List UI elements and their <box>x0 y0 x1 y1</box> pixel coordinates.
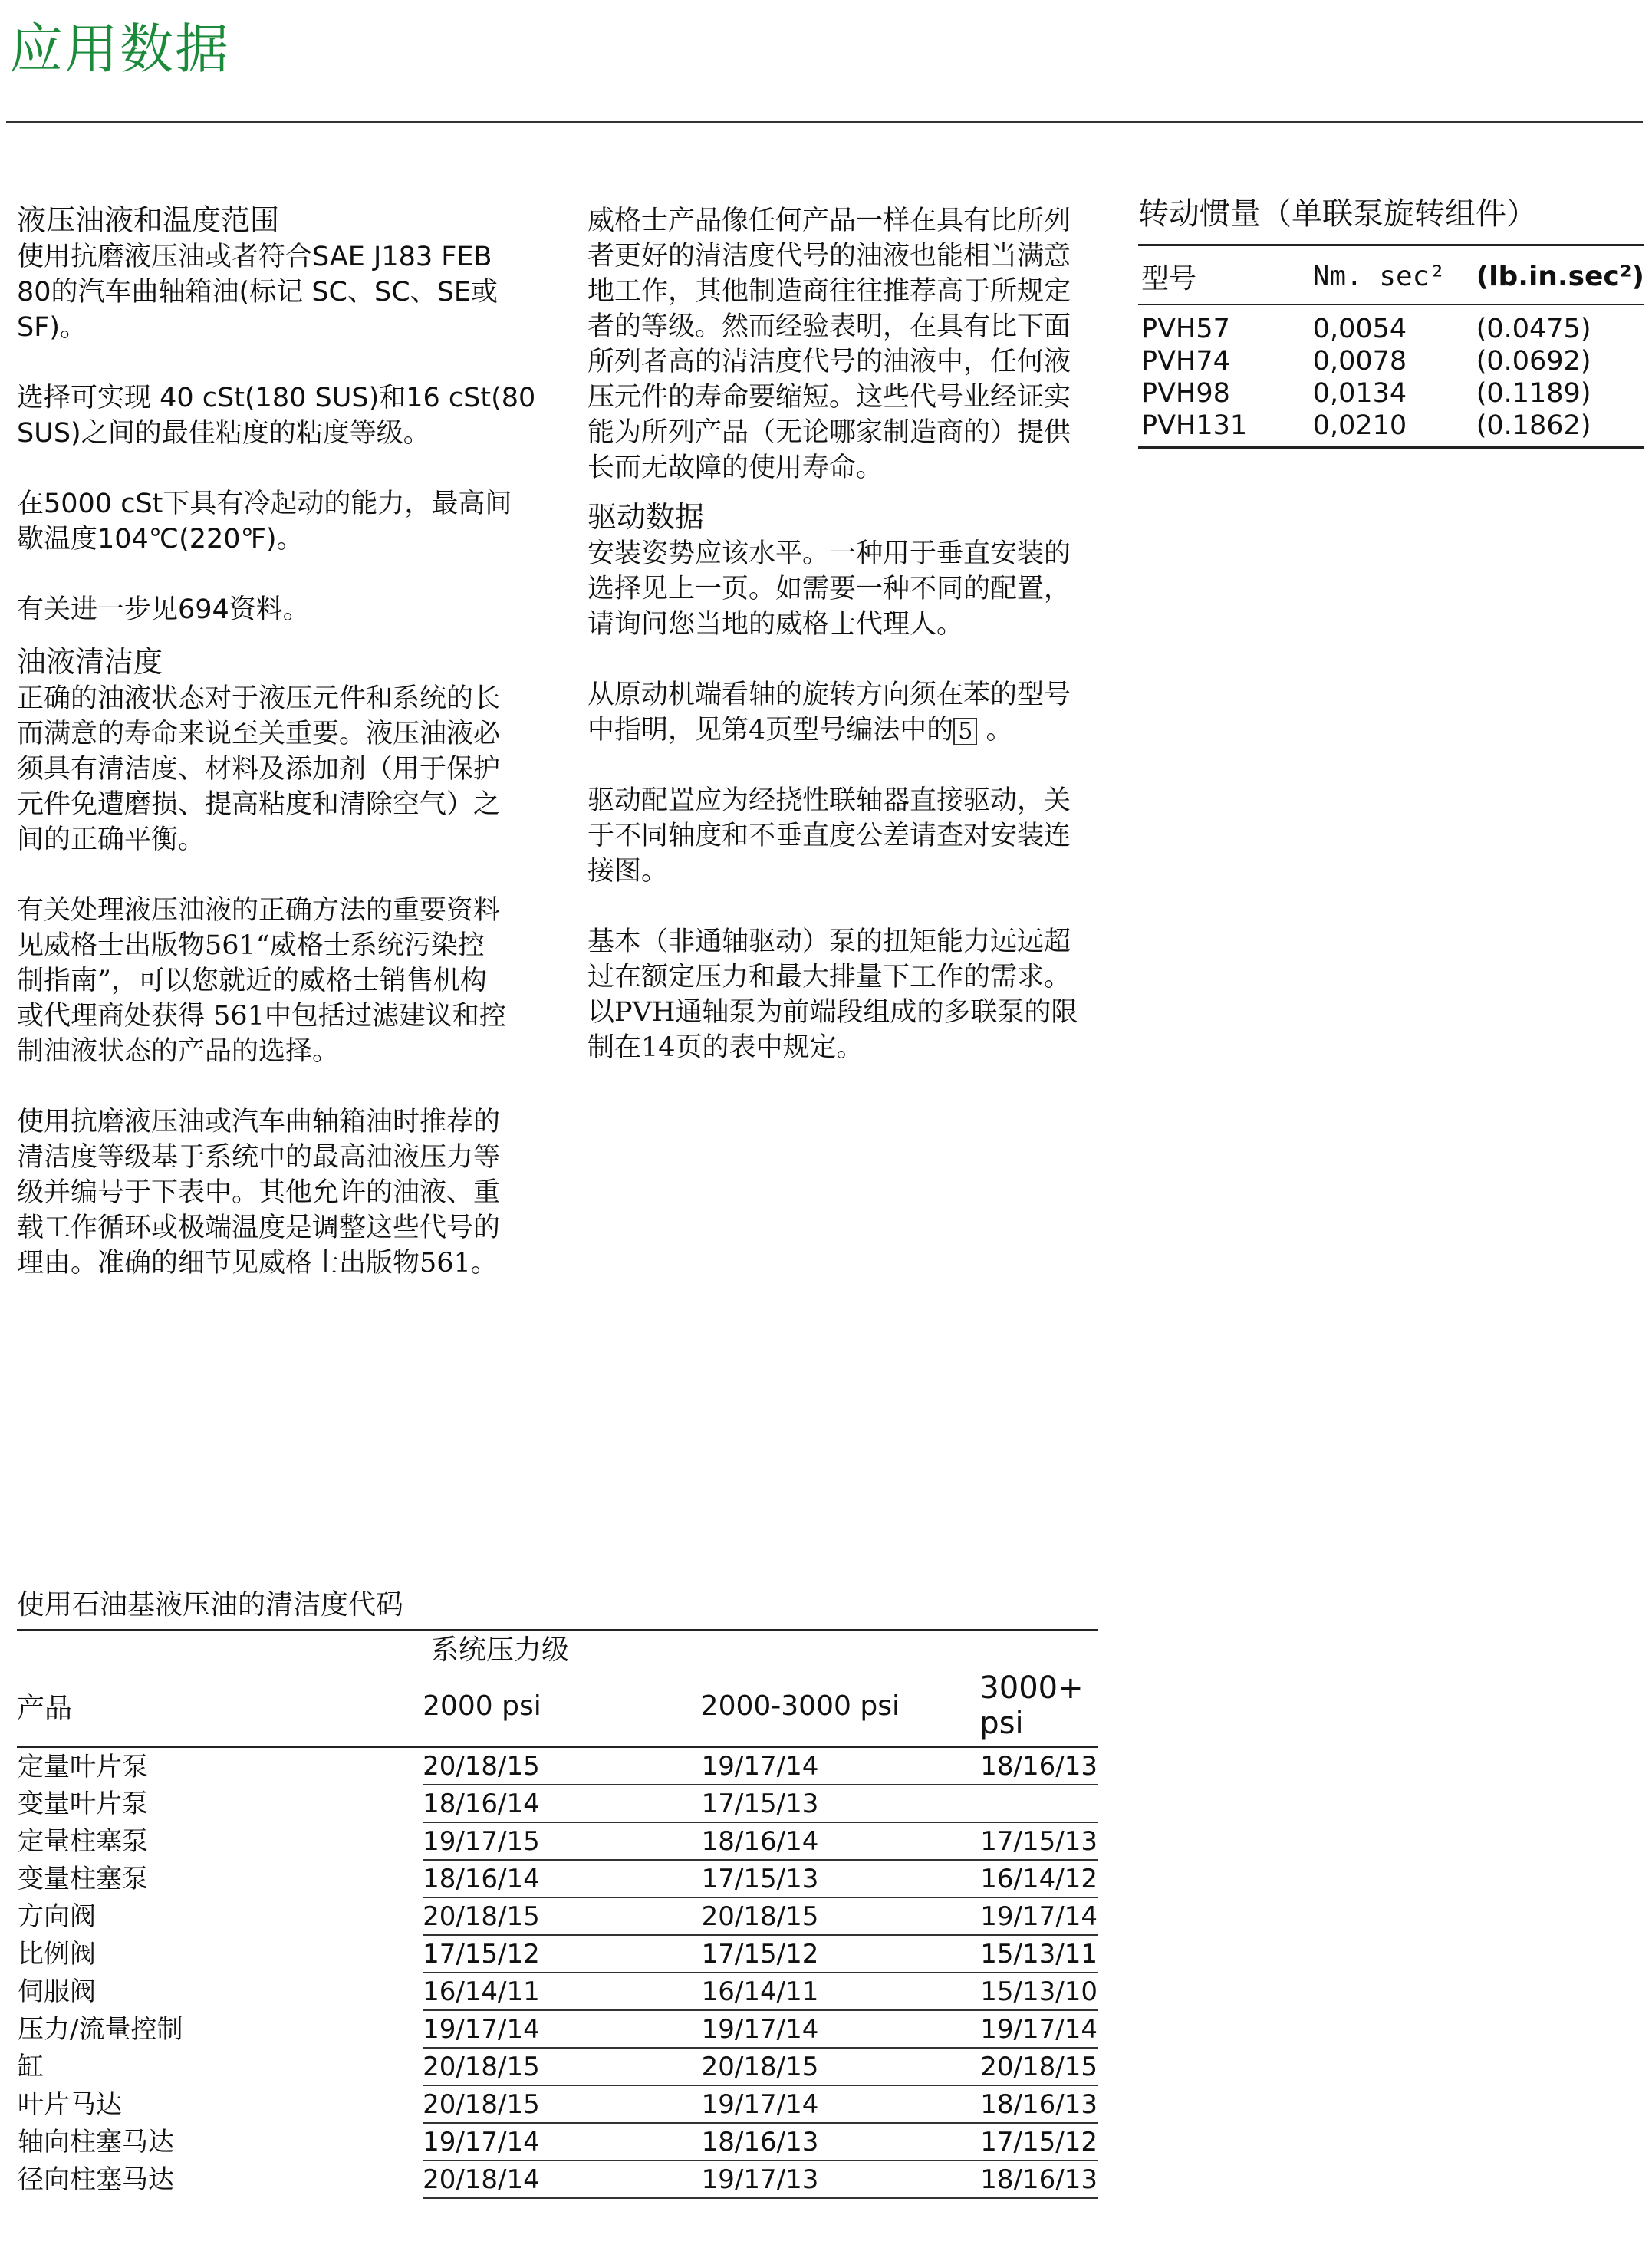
inertia-nm: 0,0054 <box>1312 314 1407 344</box>
heading-cleanliness: 油液清洁度 <box>17 645 163 679</box>
code-2000psi: 20/18/15 <box>423 1897 701 1935</box>
inertia-model: PVH131 <box>1138 410 1310 448</box>
inertia-lb: (0.1862) <box>1473 410 1644 448</box>
header-2000psi: 2000 psi <box>423 1670 701 1747</box>
cleanliness-table-block <box>17 1586 1098 2199</box>
product-name: 径向柱塞马达 <box>18 2164 174 2195</box>
product-name: 变量柱塞泵 <box>18 1864 148 1894</box>
table-row <box>17 2048 1098 2085</box>
code-2000psi: 19/17/14 <box>423 2010 701 2048</box>
heading-drive-data: 驱动数据 <box>587 500 705 534</box>
inertia-header-lb: (lb.in.sec²) <box>1473 245 1644 305</box>
code-2000psi: 18/16/14 <box>423 1785 701 1822</box>
table-row <box>17 1822 1098 1860</box>
inertia-nm: 0,0078 <box>1312 346 1407 377</box>
code-2000psi: 19/17/15 <box>423 1822 701 1860</box>
code-3000psi: 19/17/14 <box>979 1897 1098 1935</box>
code-3000psi: 16/14/12 <box>979 1860 1098 1897</box>
paragraph-reference: 有关进一步见694资料。 <box>17 594 310 625</box>
table-row <box>17 1897 1098 1935</box>
product-name: 变量叶片泵 <box>18 1789 148 1819</box>
code-2000-3000psi: 19/17/13 <box>701 2161 980 2198</box>
table-row <box>17 1785 1098 1822</box>
product-name: 比例阀 <box>18 1939 96 1970</box>
inertia-model: PVH74 <box>1141 346 1230 377</box>
code-3000psi: 15/13/10 <box>979 1973 1098 2010</box>
column-2 <box>587 203 1117 1101</box>
paragraph-recommended-levels: 使用抗磨液压油或汽车曲轴箱油时推荐的 清洁度等级基于系统中的最高油液压力等 级并编号于下表中。其他允许的油液、重 载工作循环或极端温度是调整这些代号的 理由。准确的细节见威格士出版物561。 <box>17 1107 501 1279</box>
product-name: 定量叶片泵 <box>18 1751 148 1782</box>
cleanliness-caption: 使用石油基液压油的清洁度代码 <box>17 1586 1098 1631</box>
table-row <box>17 2123 1098 2161</box>
code-2000-3000psi: 20/18/15 <box>701 2048 980 2085</box>
paragraph-torque: 基本（非通轴驱动）泵的扭矩能力远远超 过在额定压力和最大排量下工作的需求。 以PVH通轴泵为前端段组成的多联泵的限 制在14页的表中规定。 <box>587 926 1078 1063</box>
code-2000psi: 16/14/11 <box>423 1973 701 2010</box>
code-2000-3000psi: 19/17/14 <box>701 1747 980 1785</box>
header-2000-3000psi: 2000-3000 psi <box>701 1670 980 1747</box>
inertia-lb: (0.0692) <box>1476 346 1591 377</box>
inertia-table <box>1138 244 1644 449</box>
product-name: 缸 <box>18 2052 44 2082</box>
inertia-nm: 0,0134 <box>1312 378 1407 409</box>
table-row <box>17 2010 1098 2048</box>
page-title: 应用数据 <box>9 18 230 81</box>
code-3000psi: 17/15/12 <box>979 2123 1098 2161</box>
paragraph-publication-561: 有关处理液压油液的正确方法的重要资料 见威格士出版物561“威格士系统污染控 制指南”，可以您就近的威格士销售机构 或代理商处获得 561中包括过滤建议和控 制油液状态的产品的选择。 <box>17 895 506 1067</box>
table-row <box>17 2085 1098 2123</box>
inertia-lb: (0.0475) <box>1476 314 1591 344</box>
paragraph-fluid-spec: 使用抗磨液压油或者符合SAE J183 FEB 80的汽车曲轴箱油(标记 SC、SC、SE或 SF)。 <box>17 242 498 343</box>
column-1 <box>17 201 546 1316</box>
code-2000psi: 20/18/15 <box>423 1747 701 1785</box>
paragraph-product-performance: 威格士产品像任何产品一样在具有比所列 者更好的清洁度代号的油液也能相当满意 地工作，其他制造商往往推荐高于所规定 者的等级。然而经验表明，在具有比下面 所列者高的清洁度代号的油液中，任何液 压元件的寿命要缩短。这些代号业经证实 能为所列产品（无论哪家制造商的）提供 长而无故障的使用寿命。 <box>587 206 1071 483</box>
title-divider <box>6 121 1643 123</box>
table-row <box>17 1935 1098 1973</box>
product-name: 叶片马达 <box>18 2089 122 2120</box>
code-2000psi: 20/18/14 <box>423 2161 701 2198</box>
paragraph-cleanliness-balance: 正确的油液状态对于液压元件和系统的长 而满意的寿命来说至关重要。液压油液必 须具有清洁度、材料及添加剂（用于保护 元件免遭磨损、提高粘度和清除空气）之 间的正确平衡。 <box>17 683 501 855</box>
table-row <box>17 1747 1098 1785</box>
inertia-row <box>1138 304 1644 345</box>
product-name: 压力/流量控制 <box>18 2014 183 2045</box>
code-3000psi <box>979 1785 1098 1822</box>
code-2000-3000psi: 17/15/13 <box>701 1860 980 1897</box>
product-name: 轴向柱塞马达 <box>18 2127 174 2157</box>
heading-fluid-temperature: 液压油液和温度范围 <box>17 203 280 237</box>
paragraph-drive-config: 驱动配置应为经挠性联轴器直接驱动，关 于不同轴度和不垂直度公差请查对安装连 接图。 <box>587 785 1071 887</box>
product-name: 伺服阀 <box>18 1976 96 2007</box>
product-name: 方向阀 <box>18 1901 96 1932</box>
code-2000-3000psi: 17/15/13 <box>701 1785 980 1822</box>
rotation-text: 从原动机端看轴的旋转方向须在苯的型号 中指明，见第4页型号编法中的 <box>587 680 1071 745</box>
product-name: 定量柱塞泵 <box>18 1826 148 1857</box>
paragraph-mounting: 安装姿势应该水平。一种用于垂直安装的 选择见上一页。如需要一种不同的配置， 请询问您当地的威格士代理人。 <box>587 538 1071 640</box>
code-3000psi: 15/13/11 <box>979 1935 1098 1973</box>
inertia-model: PVH98 <box>1141 378 1230 409</box>
header-product: 产品 <box>17 1670 423 1747</box>
header-3000psi: 3000+ psi <box>979 1670 1098 1747</box>
inertia-header-nm: Nm. sec² <box>1310 245 1473 305</box>
code-3000psi: 17/15/13 <box>979 1822 1098 1860</box>
inertia-nm: 0,0210 <box>1310 410 1473 448</box>
code-2000psi: 20/18/15 <box>423 2085 701 2123</box>
code-2000-3000psi: 17/15/12 <box>701 1935 980 1973</box>
inertia-row <box>1138 410 1644 448</box>
inertia-row <box>1138 345 1644 377</box>
code-2000-3000psi: 18/16/13 <box>701 2123 980 2161</box>
code-3000psi: 18/16/13 <box>979 2085 1098 2123</box>
code-3000psi: 20/18/15 <box>979 2048 1098 2085</box>
code-2000psi: 19/17/14 <box>423 2123 701 2161</box>
code-2000-3000psi: 19/17/14 <box>701 2010 980 2048</box>
code-2000-3000psi: 16/14/11 <box>701 1973 980 2010</box>
pressure-group-header: 系统压力级 <box>430 1634 569 1666</box>
inertia-row <box>1138 377 1644 410</box>
code-2000psi: 18/16/14 <box>423 1860 701 1897</box>
inertia-heading: 转动惯量（单联泵旋转组件） <box>1138 196 1537 232</box>
inertia-table-block <box>1138 192 1644 449</box>
table-row <box>17 2161 1098 2198</box>
model-code-box: 5 <box>953 718 977 745</box>
code-3000psi: 19/17/14 <box>979 2010 1098 2048</box>
inertia-header-model: 型号 <box>1138 245 1310 305</box>
rotation-text-end: 。 <box>977 715 1013 745</box>
paragraph-cold-start: 在5000 cSt下具有冷起动的能力，最高间 歇温度104℃(220℉)。 <box>17 489 512 555</box>
code-2000psi: 20/18/15 <box>423 2048 701 2085</box>
code-3000psi: 18/16/13 <box>979 2161 1098 2198</box>
inertia-model: PVH57 <box>1141 314 1230 344</box>
code-2000-3000psi: 20/18/15 <box>701 1897 980 1935</box>
table-row <box>17 1860 1098 1897</box>
cleanliness-table <box>17 1670 1098 2199</box>
inertia-lb: (0.1189) <box>1476 378 1591 409</box>
paragraph-rotation <box>587 677 1117 748</box>
code-3000psi: 18/16/13 <box>979 1747 1098 1785</box>
code-2000-3000psi: 18/16/14 <box>701 1822 980 1860</box>
code-2000psi: 17/15/12 <box>423 1935 701 1973</box>
code-2000-3000psi: 19/17/14 <box>701 2085 980 2123</box>
paragraph-viscosity: 选择可实现 40 cSt(180 SUS)和16 cSt(80 SUS)之间的最佳粘度的粘度等级。 <box>17 383 536 449</box>
table-row <box>17 1973 1098 2010</box>
